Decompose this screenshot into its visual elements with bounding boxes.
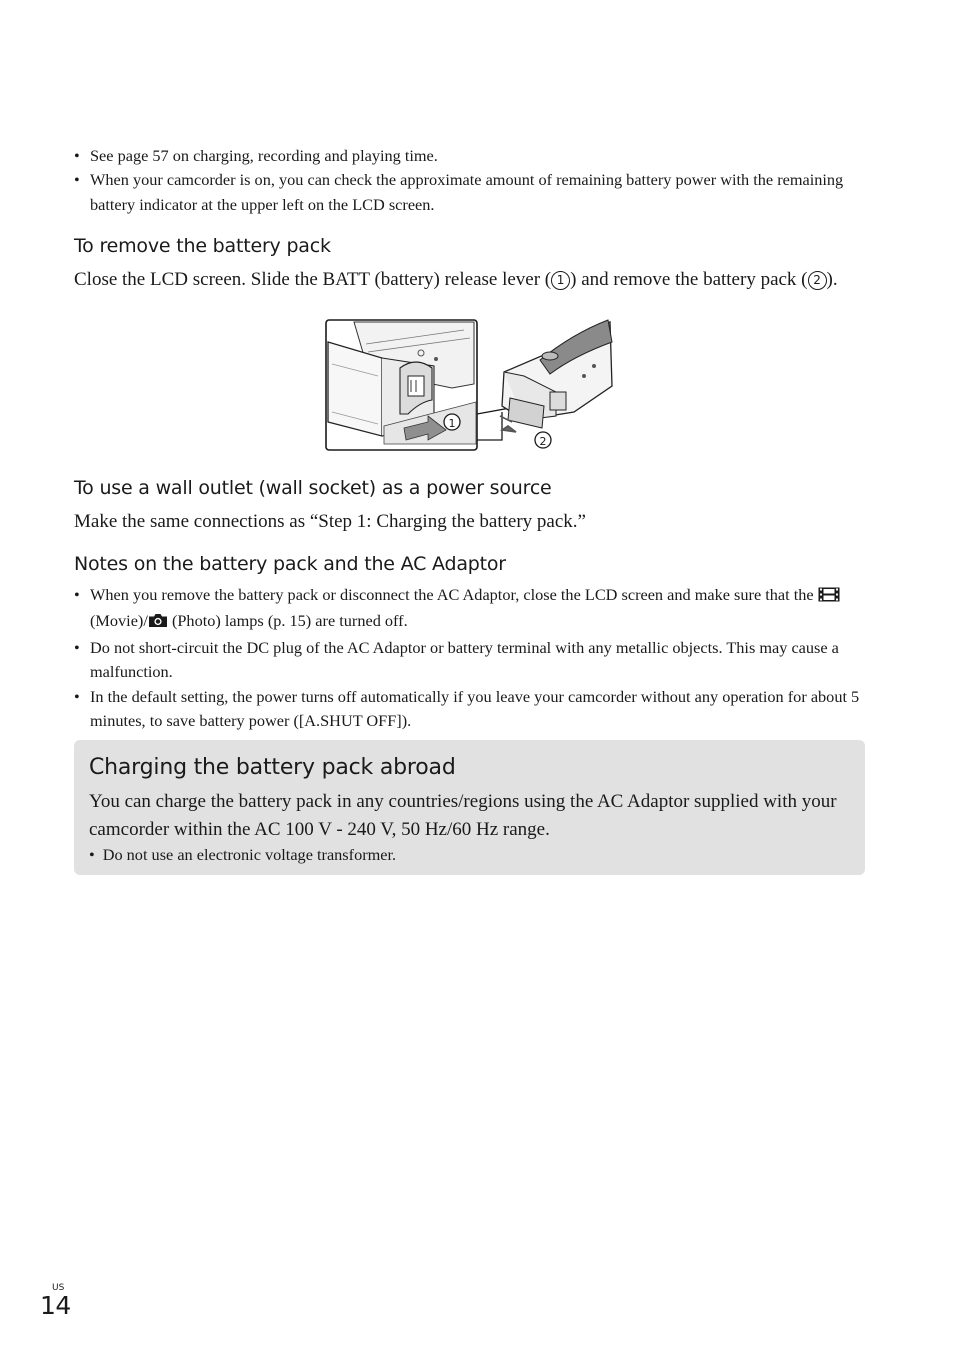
- list-item: • When your camcorder is on, you can check the approximate amount of remaining battery power with the remaining battery indicator at the upper left on the LCD screen.: [74, 170, 844, 214]
- section-heading-remove: To remove the battery pack: [74, 235, 331, 257]
- remove-instructions: Close the LCD screen. Slide the BATT (battery) release lever ( 1 ) and remove the battery pack ( 2 ).: [74, 269, 838, 290]
- abroad-title: Charging the battery pack abroad: [89, 755, 456, 780]
- region-code: US: [52, 1283, 65, 1293]
- marker-1: 1: [551, 271, 570, 290]
- list-item: • When you remove the battery pack or disconnect the AC Adaptor, close the LCD screen and make sure that the (Movie)/ (Photo) lamps (p. 15) are turned off.: [74, 583, 874, 636]
- wall-outlet-text: Make the same connections as “Step 1: Charging the battery pack.”: [74, 511, 586, 532]
- list-item: • In the default setting, the power turns off automatically if you leave your camcorder without any operation for about 5 minutes, to save battery power ([A.SHUT OFF]).: [74, 686, 860, 731]
- notes-list: [74, 583, 874, 733]
- section-heading-notes: Notes on the battery pack and the AC Adaptor: [74, 553, 506, 575]
- callout-1: 1: [448, 417, 456, 430]
- battery-removal-illustration: [324, 316, 616, 454]
- camera-icon: [148, 611, 168, 635]
- abroad-text: You can charge the battery pack in any countries/regions using the AC Adaptor supplied with your camcorder within the AC 100 V - 240 V, 50 Hz/60 Hz range.: [89, 791, 837, 840]
- top-notes-list: [74, 144, 874, 217]
- list-item: • See page 57 on charging, recording and playing time.: [74, 146, 438, 165]
- charging-abroad-box: [74, 740, 865, 875]
- page-number: 14: [40, 1291, 71, 1320]
- marker-2: 2: [808, 271, 827, 290]
- section-heading-wall-outlet: To use a wall outlet (wall socket) as a power source: [74, 477, 552, 499]
- movie-film-icon: [818, 585, 840, 609]
- callout-2: 2: [539, 435, 547, 448]
- abroad-note: • Do not use an electronic voltage transformer.: [89, 845, 397, 864]
- list-item: • Do not short-circuit the DC plug of the AC Adaptor or battery terminal with any metallic objects. This may cause a malfunction.: [74, 637, 839, 682]
